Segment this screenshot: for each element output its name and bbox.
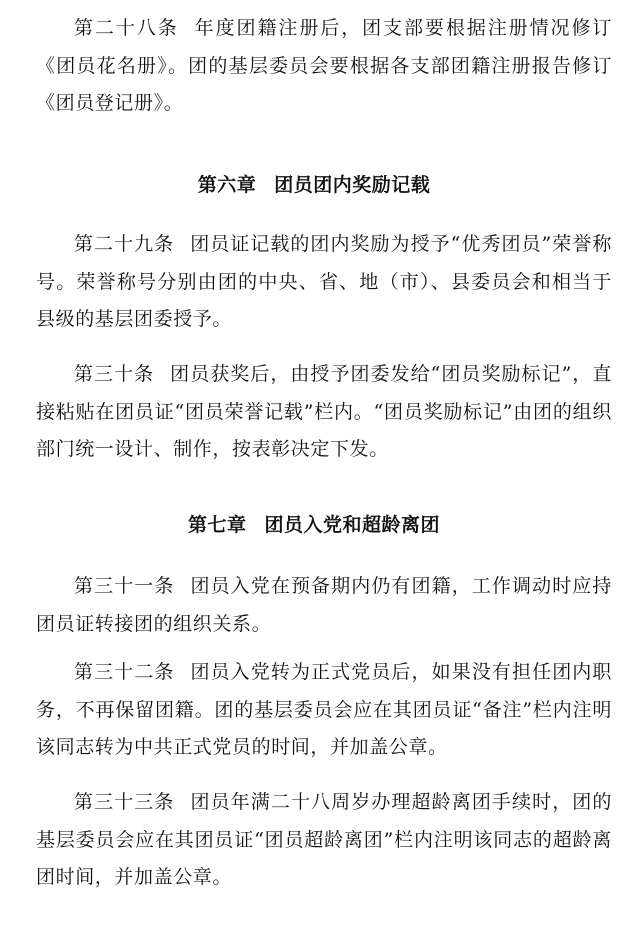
article-text: 团员获奖后，由授予团委发给“团员奖励标记”，直接粘贴在团员证“团员荣誉记载”栏内。“团员奖励标记”由团的组织部门统一设计、制作，按表彰决定下发。 xyxy=(36,363,612,460)
article-text: 团员入党在预备期内仍有团籍，工作调动时应持团员证转接团的组织关系。 xyxy=(36,575,612,635)
article-text: 团员年满二十八周岁办理超龄离团手续时，团的基层委员会应在其团员证“团员超龄离团”栏内注明该同志的超龄离团时间，并加盖公章。 xyxy=(36,791,612,888)
article-29 xyxy=(36,226,612,339)
article-32 xyxy=(36,654,612,767)
chapter-heading-6 xyxy=(0,170,628,197)
article-31 xyxy=(36,568,612,643)
chapter-title: 团员团内奖励记载 xyxy=(274,174,431,196)
article-30 xyxy=(36,356,612,469)
article-number: 第三十二条 xyxy=(74,661,175,683)
article-number: 第三十条 xyxy=(74,363,155,385)
article-number: 第三十一条 xyxy=(74,575,175,597)
article-text: 团员证记载的团内奖励为授予“优秀团员”荣誉称号。荣誉称号分别由团的中央、省、地（市）、县委员会和相当于县级的基层团委授予。 xyxy=(36,233,612,330)
article-28 xyxy=(36,10,612,123)
article-number: 第三十三条 xyxy=(74,791,175,813)
chapter-number: 第六章 xyxy=(197,174,257,196)
article-number: 第二十九条 xyxy=(74,233,175,255)
chapter-heading-7 xyxy=(0,510,628,537)
chapter-number: 第七章 xyxy=(187,514,247,536)
article-number: 第二十八条 xyxy=(74,17,179,39)
chapter-title: 团员入党和超龄离团 xyxy=(264,514,441,536)
article-text: 年度团籍注册后，团支部要根据注册情况修订《团员花名册》。团的基层委员会要根据各支部团籍注册报告修订《团员登记册》。 xyxy=(36,17,612,114)
article-text: 团员入党转为正式党员后，如果没有担任团内职务，不再保留团籍。团的基层委员会应在其团员证“备注”栏内注明该同志转为中共正式党员的时间，并加盖公章。 xyxy=(36,661,612,758)
article-33 xyxy=(36,784,612,897)
